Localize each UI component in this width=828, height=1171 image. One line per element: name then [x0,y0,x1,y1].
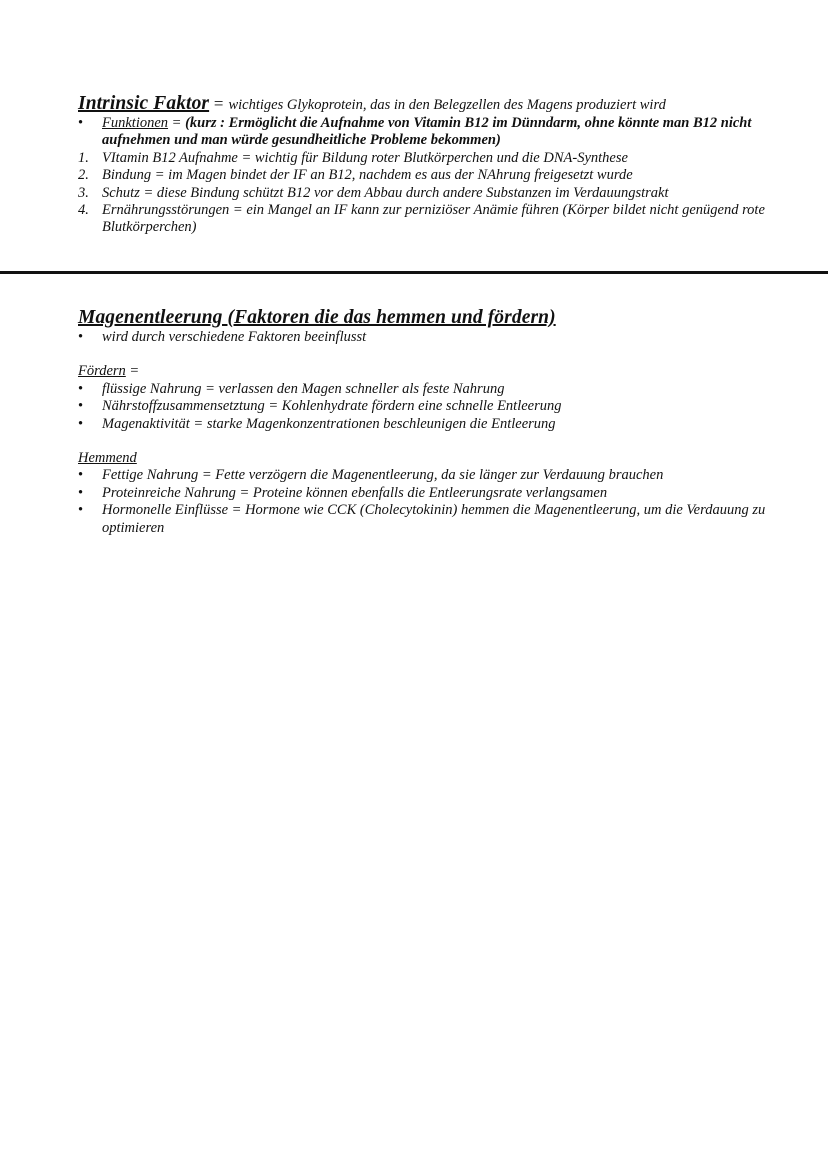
list-item [78,467,790,484]
list-item [78,381,790,398]
list-item-text: VItamin B12 Aufnahme = wichtig für Bildung roter Blutkörperchen und die DNA-Synthese [102,149,628,166]
magenentleerung-section [78,308,790,537]
intrinsic-faktor-heading [78,94,790,115]
bullet-icon: • [78,467,84,484]
list-number: 4. [78,202,89,219]
intro-text: wird durch verschiedene Faktoren beeinflusst [102,329,367,345]
list-item-text: flüssige Nahrung = verlassen den Magen schneller als feste Nahrung [102,380,505,397]
title-definition: wichtiges Glykoprotein, das in den Belegzellen des Magens produziert wird [228,97,666,113]
bullet-icon: • [78,115,84,131]
intro-bullet [78,329,790,346]
magenentleerung-heading [78,308,790,329]
foerdern-label: Fördern [78,363,126,380]
foerdern-heading: Fördern = [78,363,140,380]
funktionen-bullet: • Funktionen = (kurz : Ermöglicht die Aufnahme von Vitamin B12 im Dünndarm, ohne könnte man B12 nicht aufnehmen und man würde gesundheitliche Probleme bekommen) [78,115,752,149]
list-item [78,398,790,415]
bullet-icon: • [78,380,84,397]
hemmend-heading [78,450,790,467]
hemmend-label: Hemmend [78,450,137,467]
list-item [78,416,790,433]
bullet-icon: • [78,484,84,501]
list-item [78,202,790,237]
list-item-text: Bindung = im Magen bindet der IF an B12, nachdem es aus der NAhrung freigesetzt wurde [102,167,633,184]
bullet-icon: • [78,329,84,345]
list-item-text: Hormonelle Einflüsse = Hormone wie CCK (Cholecytokinin) hemmen die Magenentleerung, um die Verdauung zu optimieren [102,502,766,536]
list-item-text: Nährstoffzusammensetztung = Kohlenhydrate fördern eine schnelle Entleerung [102,398,562,415]
list-item-text: Schutz = diese Bindung schützt B12 vor dem Abbau durch andere Substanzen im Verdauungstrakt [102,184,669,201]
intrinsic-faktor-section [78,94,790,237]
equals-sign: = [212,94,229,113]
list-item [78,167,790,184]
list-number: 3. [78,184,89,201]
list-item-text: Magenaktivität = starke Magenkonzentrationen beschleunigen die Entleerung [102,415,556,432]
list-item-text: Ernährungsstörungen = ein Mangel an IF kann zur perniziöser Anämie führen (Körper bildet nicht genügend rote Blutkörperchen) [102,202,765,236]
list-item-text: Proteinreiche Nahrung = Proteine können ebenfalls die Entleerungsrate verlangsamen [102,484,608,501]
list-number: 1. [78,149,89,166]
bullet-icon: • [78,398,84,415]
bullet-icon: • [78,502,84,519]
list-item [78,502,790,537]
list-item [78,485,790,502]
section-title: Magenentleerung (Faktoren die das hemmen und fördern) [78,307,556,328]
funktionen-label: Funktionen [102,115,169,131]
bullet-icon: • [78,415,84,432]
list-item [78,185,790,202]
list-item-text: Fettige Nahrung = Fette verzögern die Magenentleerung, da sie länger zur Verdauung brauchen [102,467,664,484]
section-divider [0,271,828,274]
list-item [78,150,790,167]
section-title: Intrinsic Faktor [78,93,210,114]
funktionen-summary: (kurz : Ermöglicht die Aufnahme von Vitamin B12 im Dünndarm, ohne könnte man B12 nicht aufnehmen und man würde gesundheitliche Probleme bekommen) [102,115,752,149]
list-number: 2. [78,167,89,184]
